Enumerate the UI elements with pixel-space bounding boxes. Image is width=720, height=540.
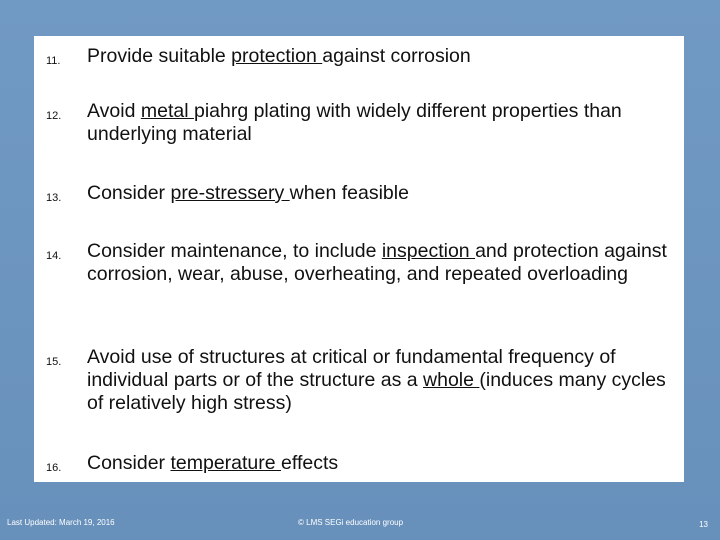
item-number: 15. — [46, 356, 62, 368]
item-text-after: and protection against corrosion, wear, abuse, overheating, and repeated overloading — [87, 240, 667, 285]
numbered-list — [34, 36, 684, 482]
item-number: 12. — [46, 110, 62, 122]
item-text-after: effects — [281, 452, 339, 474]
item-number: 11. — [46, 55, 61, 67]
item-text-after: against corrosion — [322, 45, 471, 67]
item-text-before: Avoid use of structures at critical or fundamental frequency of individual parts or of the structure as a — [87, 346, 616, 391]
hyperlink-temperature[interactable]: temperature — [170, 452, 282, 474]
item-text — [87, 346, 677, 415]
item-text — [87, 452, 677, 475]
item-text-after: when feasible — [289, 182, 409, 204]
hyperlink-metal[interactable]: metal — [140, 100, 194, 122]
item-number: 14. — [46, 250, 62, 262]
content-panel — [34, 36, 684, 482]
item-text-before: Avoid — [87, 100, 141, 122]
item-text-before: Provide suitable — [87, 45, 232, 67]
item-text-before: Consider — [87, 452, 171, 474]
item-text-before: Consider — [87, 182, 171, 204]
footer-copyright: © LMS SEGi education group — [298, 518, 404, 527]
item-text-after: piahrg plating with widely different properties than underlying material — [87, 100, 622, 145]
item-number: 13. — [46, 192, 62, 204]
hyperlink-protection[interactable]: protection — [231, 45, 323, 67]
footer-last-updated: Last Updated: March 19, 2016 — [7, 518, 115, 527]
item-text — [87, 240, 677, 286]
hyperlink-pre-stressery[interactable]: pre-stressery — [170, 182, 290, 204]
item-text-before: Consider maintenance, to include — [87, 240, 382, 262]
hyperlink-inspection[interactable]: inspection — [381, 240, 476, 262]
item-number: 16. — [46, 462, 62, 474]
item-text — [87, 45, 677, 68]
item-text — [87, 182, 677, 205]
footer-page-number: 13 — [699, 520, 708, 529]
hyperlink-whole[interactable]: whole — [423, 369, 480, 391]
item-text — [87, 100, 677, 146]
item-text-after: (induces many cycles of relatively high stress) — [87, 369, 666, 414]
